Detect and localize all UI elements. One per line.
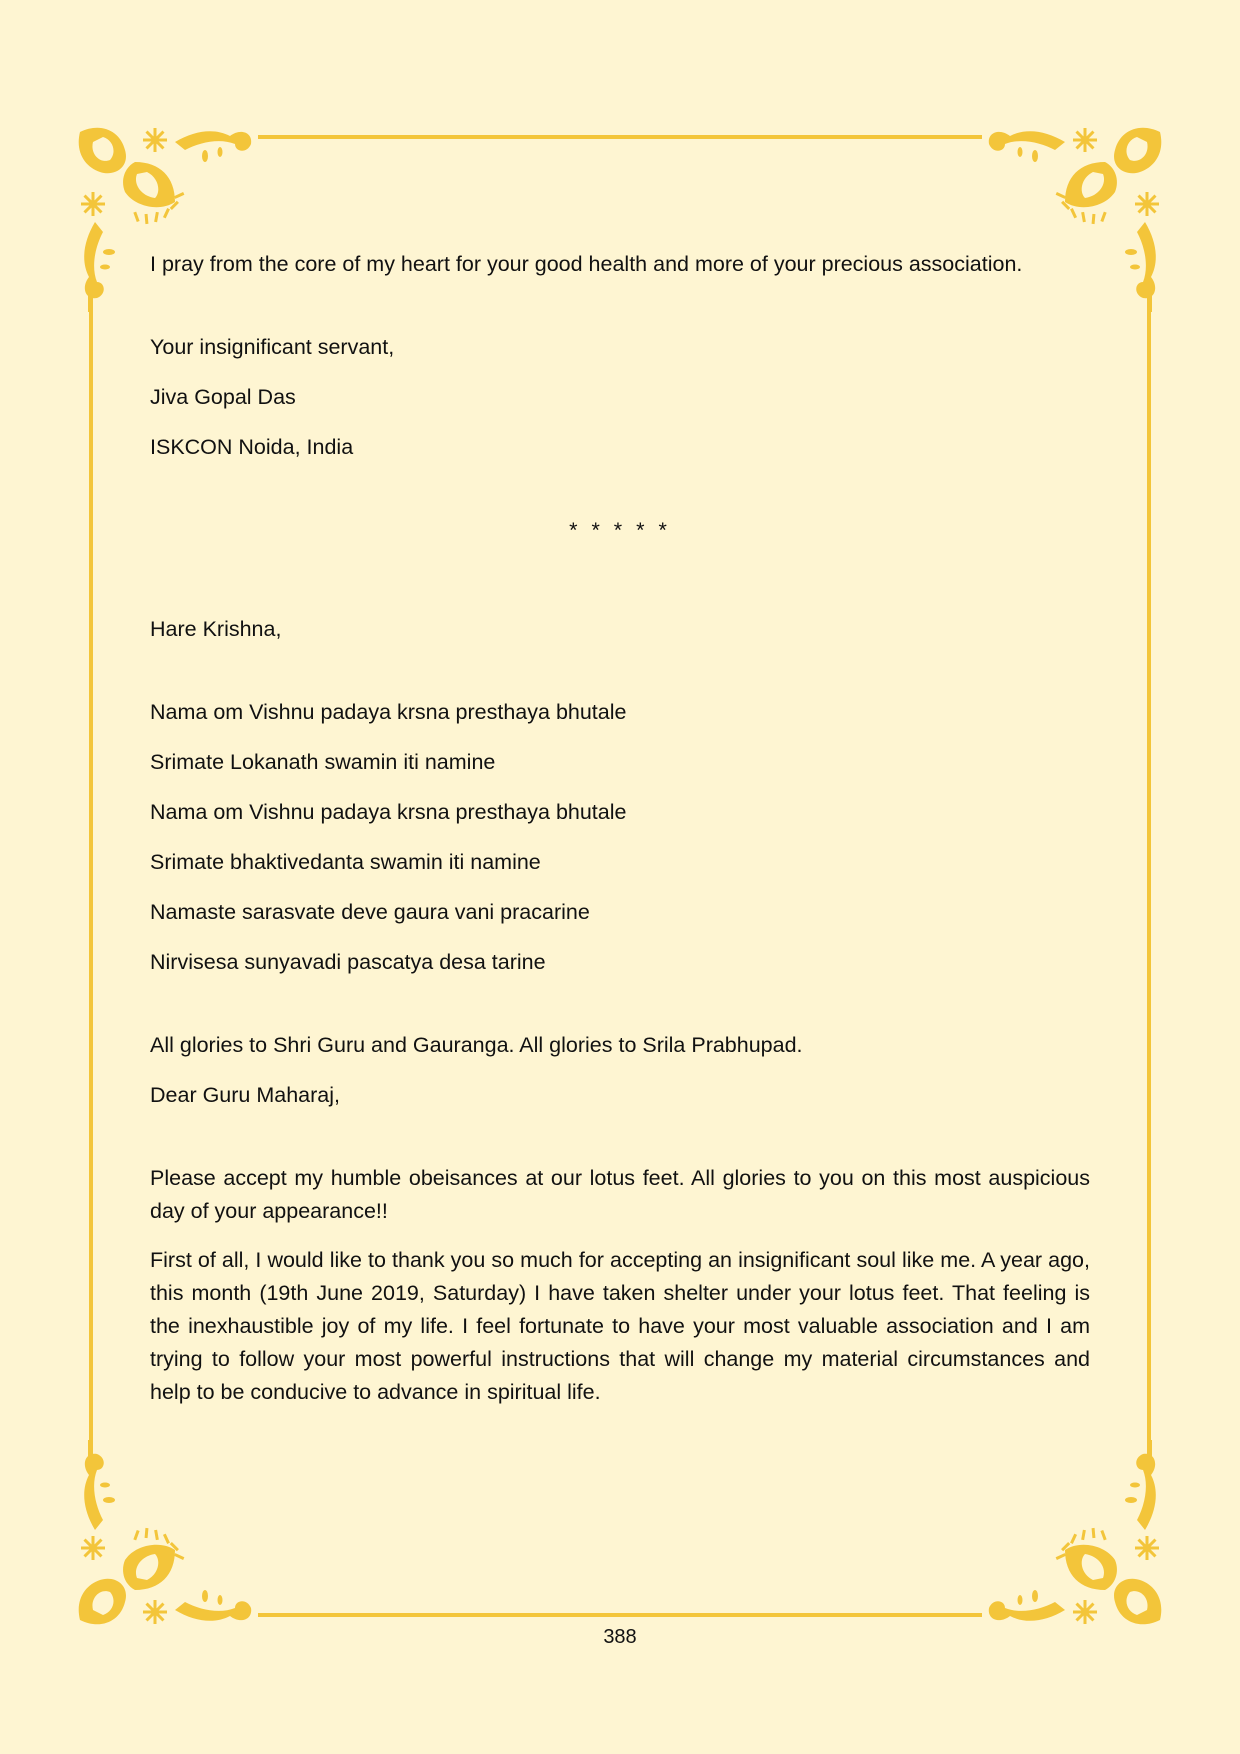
- invocation-line: Nirvisesa sunyavadi pascatya desa tarine: [150, 950, 546, 974]
- salutation: Dear Guru Maharaj,: [150, 1083, 340, 1107]
- invocation-line: Namaste sarasvate deve gaura vani pracarine: [150, 900, 590, 924]
- border-bottom-line: [258, 1613, 982, 1617]
- invocation-line: Nama om Vishnu padaya krsna presthaya bhutale: [150, 700, 627, 724]
- floral-corner-ornament-bottom-right: [975, 1440, 1165, 1630]
- signature-name: Jiva Gopal Das: [150, 385, 296, 409]
- closing-prayer: I pray from the core of my heart for your good health and more of your precious association.: [150, 252, 1023, 276]
- glorification: All glories to Shri Guru and Gauranga. All glories to Srila Prabhupad.: [150, 1033, 803, 1057]
- invocation-line: Srimate Lokanath swamin iti namine: [150, 750, 496, 774]
- page-content: [150, 248, 1090, 1409]
- border-left-line: [89, 292, 93, 1460]
- floral-corner-ornament-bottom-left: [75, 1440, 265, 1630]
- page-number: 388: [603, 1626, 637, 1648]
- greeting: Hare Krishna,: [150, 617, 282, 641]
- border-right-line: [1147, 292, 1151, 1460]
- valediction: Your insignificant servant,: [150, 335, 395, 359]
- body-paragraph: Please accept my humble obeisances at our lotus feet. All glories to you on this most auspicious day of your appearance!!: [150, 1166, 1090, 1223]
- body-paragraph: First of all, I would like to thank you so much for accepting an insignificant soul like me. A year ago, this month (19th June 2019, Saturday) I have taken shelter under your lotus feet. That feeling is the inexhaustible joy of my life. I feel fortunate to have your most valuable association and I am trying to follow your most powerful instructions that will change my material circumstances and help to be conducive to advance in spiritual life.: [150, 1248, 1090, 1404]
- section-separator: * * * * *: [569, 518, 671, 542]
- invocation-line: Nama om Vishnu padaya krsna presthaya bhutale: [150, 800, 627, 824]
- invocation-verses: [150, 696, 1090, 979]
- signature-location: ISKCON Noida, India: [150, 435, 354, 459]
- invocation-line: Srimate bhaktivedanta swamin iti namine: [150, 850, 541, 874]
- border-top-line: [258, 135, 982, 139]
